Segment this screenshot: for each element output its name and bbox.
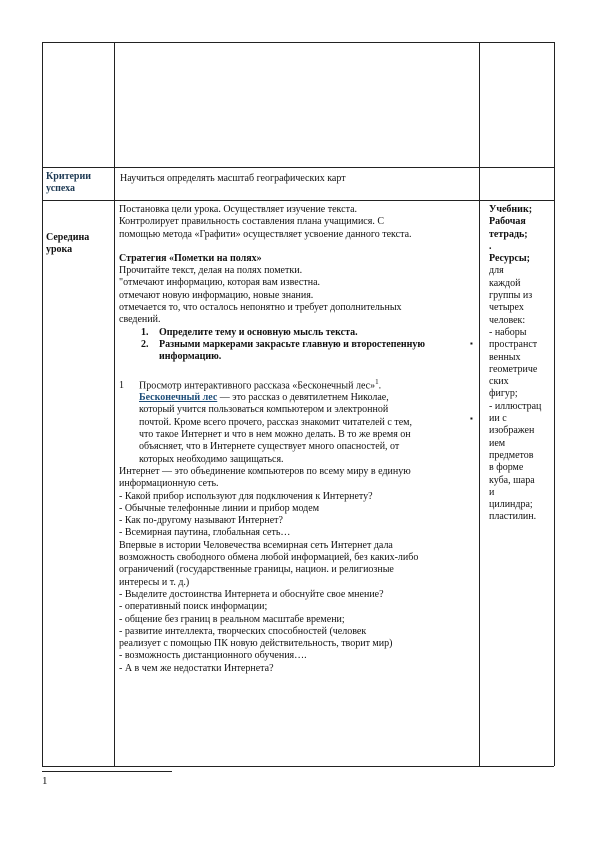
story-heading: 1 Просмотр интерактивного рассказа «Бесконечный лес»$^1$. xyxy=(119,377,382,391)
resource-line: для xyxy=(489,265,504,277)
criteria-label: Критерии успеха xyxy=(46,171,92,194)
task-item: 1. Определите тему и основную мысль текста. xyxy=(141,326,358,338)
bullet-marker: ▪ xyxy=(470,414,473,423)
resource-line: куба, шара xyxy=(489,474,535,486)
intro-line: Контролирует правильность составления плана учащимися. С xyxy=(119,216,385,228)
story-line: объясняет, что в Интернете существует много опасностей, от xyxy=(139,441,400,453)
body-line: реализует с помощью ПК новую действительность, творит мир) xyxy=(119,638,393,650)
story-link[interactable]: Бесконечный лес xyxy=(139,392,218,404)
resource-line: человек: xyxy=(489,314,526,326)
body-line: - Обычные телефонные линии и прибор модем xyxy=(119,502,320,514)
story-line: который учится пользоваться компьютером и электронной xyxy=(139,404,389,416)
body-line: интересы и т. д.) xyxy=(119,576,190,588)
footnote-separator xyxy=(42,771,172,772)
resource-line: цилиндра; xyxy=(489,499,533,511)
bullet-marker: ▪ xyxy=(470,339,473,348)
body-line: возможность свободного обмена любой информацией, без каких-либо xyxy=(119,552,419,564)
resource-line: Учебник; xyxy=(489,204,533,215)
strategy-line: отмечают новую информацию, новые знания. xyxy=(119,289,314,301)
body-line: - А в чем же недостатки Интернета? xyxy=(119,662,274,674)
body-line: Впервые в истории Человечества всемирная сеть Интернет дала xyxy=(119,539,393,551)
task-item: 2. Разными маркерами закрасьте главную и второстепенную xyxy=(141,338,426,350)
resource-line: пластилин. xyxy=(489,511,537,523)
table-border-left xyxy=(42,42,43,766)
strategy-line: отмечается то, что осталось непонятно и требует дополнительных xyxy=(119,302,402,314)
table-col-divider-2 xyxy=(479,42,480,766)
resource-line: ием xyxy=(489,437,506,449)
resource-line: - иллюстрац xyxy=(489,400,542,412)
resource-line: и xyxy=(489,486,495,498)
resource-line: ских xyxy=(489,376,509,388)
resource-line: геометриче xyxy=(489,363,538,375)
resource-line: изображен xyxy=(489,425,535,437)
lesson-table xyxy=(42,42,554,766)
strategy-line: сведений. xyxy=(119,314,161,326)
criteria-text: Научиться определять масштаб географических карт xyxy=(120,173,346,184)
footnote-number: 1 xyxy=(42,775,48,787)
body-line: - оперативный поиск информации; xyxy=(119,601,268,613)
resources-label: Ресурсы; xyxy=(489,253,530,265)
resource-line: предметов xyxy=(489,449,534,461)
story-line: что такое Интернет и что в нем можно делать. В то же время он xyxy=(139,429,411,441)
story-line: Бесконечный лес — это рассказ о девятилетнем Николае, xyxy=(139,392,389,404)
body-line: ограничений (государственные границы, национ. и религиозные xyxy=(119,564,394,576)
story-line: почтой. Кроме всего прочего, рассказ знакомит читателей с тем, xyxy=(139,416,412,428)
resource-line: группы из xyxy=(489,290,533,302)
body-line: - общение без границ в реальном масштабе времени; xyxy=(119,613,345,625)
resource-line: каждой xyxy=(489,277,521,289)
resource-line: - наборы xyxy=(489,326,527,338)
body-line: - Как по-другому называют Интернет? xyxy=(119,515,283,527)
strategy-line: "отмечают информацию, которая вам известна. xyxy=(119,277,321,289)
resource-line: в форме xyxy=(489,462,524,474)
table-border-right xyxy=(554,42,555,766)
resource-line: пространст xyxy=(489,339,538,351)
main-content xyxy=(119,204,477,675)
strategy-line: Прочитайте текст, делая на полях пометки. xyxy=(119,265,303,277)
resources-column xyxy=(489,204,551,524)
body-line: - развитие интеллекта, творческих способностей (человек xyxy=(119,625,367,637)
body-line: - возможность дистанционного обучения…. xyxy=(119,650,307,662)
table-row-divider-2 xyxy=(42,200,554,201)
body-line: - Выделите достоинства Интернета и обоснуйте свое мнение? xyxy=(119,588,384,600)
resource-line: . xyxy=(489,240,492,252)
body-line: информационную сеть. xyxy=(119,478,219,490)
resource-line: фигур; xyxy=(489,388,518,400)
strategy-title: Стратегия «Пометки на полях» xyxy=(119,252,262,264)
body-line: Интернет — это объединение компьютеров по всему миру в единую xyxy=(119,465,411,477)
table-border-top xyxy=(42,42,554,43)
resource-line: тетрадь; xyxy=(489,228,528,240)
body-line: - Какой прибор используют для подключения к Интернету? xyxy=(119,490,373,502)
resource-line: венных xyxy=(489,351,521,363)
story-line: которых необходимо защищаться. xyxy=(139,453,284,465)
resource-line: ии с xyxy=(489,413,507,425)
table-row-divider-1 xyxy=(42,167,554,168)
task-item: информацию. xyxy=(159,351,222,363)
resource-line: четырех xyxy=(489,302,524,314)
body-line: - Всемирная паутина, глобальная сеть… xyxy=(119,527,291,539)
resource-line: Рабочая xyxy=(489,216,526,228)
middle-label: Середина урока xyxy=(46,232,90,256)
intro-line: помощью метода «Графити» осуществляет усвоение данного текста. xyxy=(119,228,412,240)
table-col-divider-1 xyxy=(114,42,115,766)
intro-line: Постановка цели урока. Осуществляет изучение текста. xyxy=(119,204,358,215)
table-border-bottom xyxy=(42,766,554,767)
